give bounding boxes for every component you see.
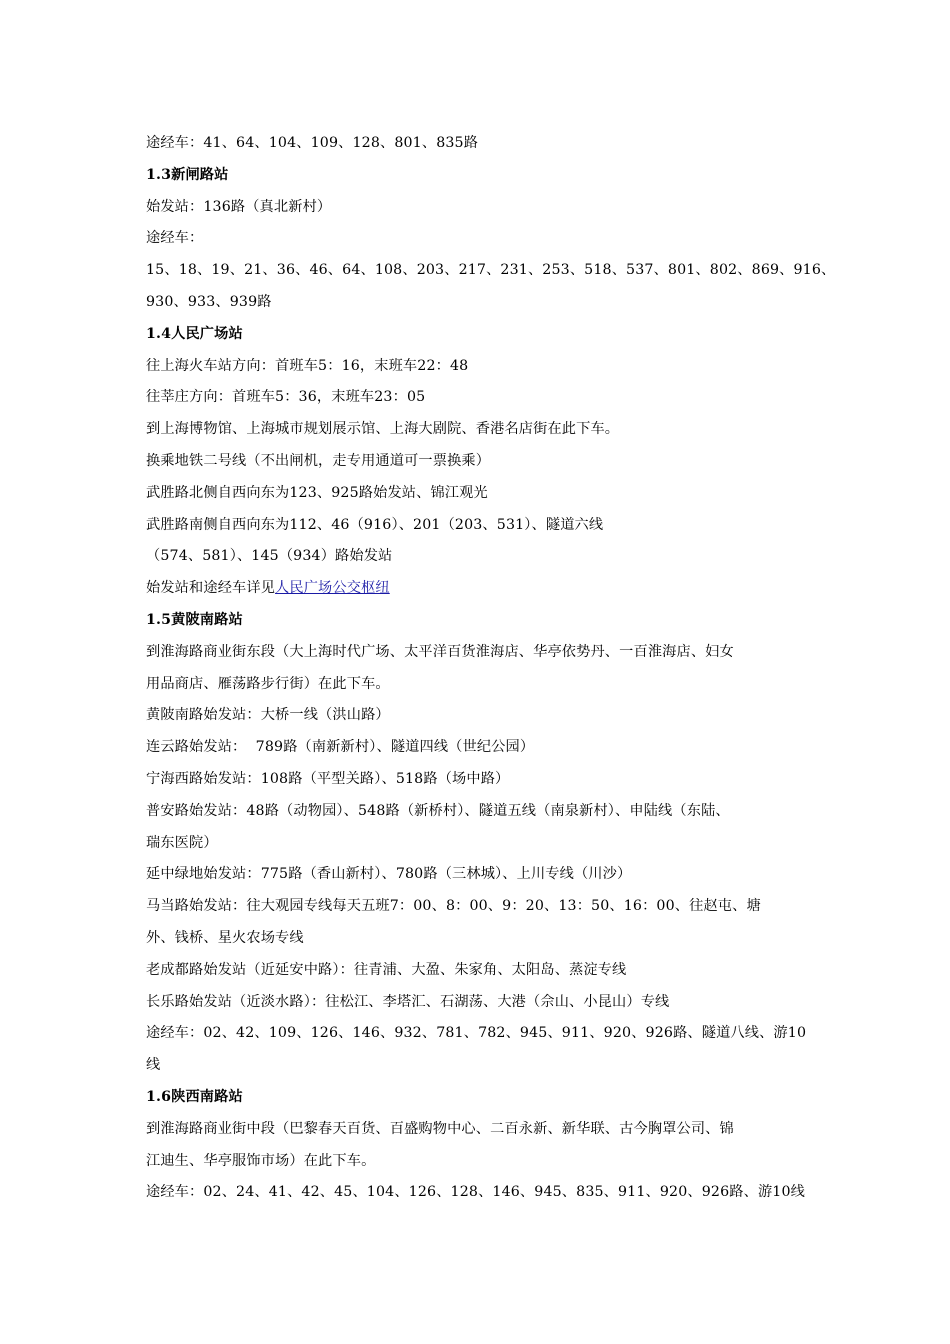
start-station-line: 马当路始发站：往大观园专线每天五班7：00、8：00、9：20、13：50、16：00、往赵屯、塘 [146,898,761,915]
start-station-line: 武胜路南侧自西向东为112、46（916）、201（203、531）、隧道六线 [146,516,604,533]
document-body [146,128,836,1209]
start-station-line: 瑞东医院） [146,834,218,851]
destination-line: 用品商店、雁荡路步行街）在此下车。 [146,675,390,692]
destination-line: 到淮海路商业街东段（大上海时代广场、太平洋百货淮海店、华亭依势丹、一百淮海店、妇女 [146,643,734,660]
start-station-line: 外、钱桥、星火农场专线 [146,929,304,946]
route-list-line: 途经车：41、64、104、109、128、801、835路 [146,135,479,151]
section-heading-peoples-square: 1.4人民广场站 [146,325,243,342]
through-routes-label: 途经车： [146,230,204,247]
schedule-line: 往莘庄方向：首班车5：36，末班车23：05 [146,389,426,406]
start-station-line: 连云路始发站： 789路（南新新村）、隧道四线（世纪公园） [146,739,535,756]
start-station-line: 宁海西路始发站：108路（平型关路）、518路（场中路） [146,770,510,787]
through-routes-line: 途经车：02、24、41、42、45、104、126、128、146、945、835、911、920、926路、游10线 [146,1184,805,1201]
start-station-line: 老成都路始发站（近延安中路）：往青浦、大盈、朱家角、太阳岛、蒸淀专线 [146,961,627,978]
section-heading-shaanxi-south-road: 1.6陕西南路站 [146,1088,243,1105]
peoples-square-bus-hub-link[interactable]: 人民广场公交枢纽 [275,580,390,597]
through-routes-line: 930、933、939路 [146,293,272,310]
start-station-line: 始发站：136路（真北新村） [146,198,332,215]
details-line [146,573,826,605]
through-routes-line: 线 [146,1057,161,1074]
transfer-line: 换乘地铁二号线（不出闸机，走专用通道可一票换乘） [146,452,491,469]
start-station-line: 黄陂南路始发站：大桥一线（洪山路） [146,707,390,724]
schedule-line: 往上海火车站方向：首班车5：16，末班车22：48 [146,357,469,374]
destination-line: 到淮海路商业街中段（巴黎春天百货、百盛购物中心、二百永新、新华联、古今胸罩公司、锦 [146,1120,734,1137]
details-prefix: 始发站和途经车详见 [146,580,276,597]
through-routes-line: 途经车：02、42、109、126、146、932、781、782、945、911、920、926路、隧道八线、游10 [146,1025,807,1042]
section-heading-xinzha-road: 1.3新闸路站 [146,166,229,183]
start-station-line: 普安路始发站：48路（动物园）、548路（新桥村）、隧道五线（南泉新村）、申陆线（东陆、 [146,802,730,819]
start-station-line: 武胜路北侧自西向东为123、925路始发站、锦江观光 [146,484,488,501]
start-station-line: （574、581）、145（934）路始发站 [146,548,393,565]
section-heading-huangpi-south-road: 1.5黄陂南路站 [146,611,243,628]
through-routes-line: 15、18、19、21、36、46、64、108、203、217、231、253、518、537、801、802、869、916、 [146,262,836,279]
destination-line: 到上海博物馆、上海城市规划展示馆、上海大剧院、香港名店街在此下车。 [146,421,620,438]
start-station-line: 长乐路始发站（近淡水路）：往松江、李塔汇、石湖荡、大港（佘山、小昆山）专线 [146,993,670,1010]
start-station-line: 延中绿地始发站：775路（香山新村）、780路（三林城）、上川专线（川沙） [146,866,632,883]
destination-line: 江迪生、华亭服饰市场）在此下车。 [146,1152,376,1169]
